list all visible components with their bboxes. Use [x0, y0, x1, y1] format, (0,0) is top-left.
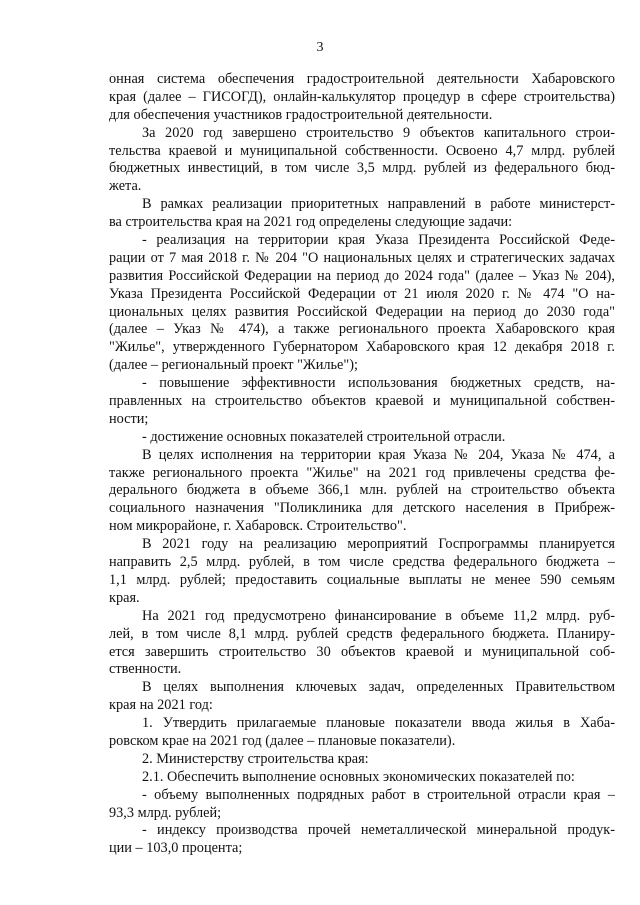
- text-line: лей, в том числе 8,1 млрд. рублей средств федерального бюджета. Планиру-: [109, 625, 615, 642]
- text-line: края на 2021 год:: [109, 697, 213, 714]
- text-line: В целях выполнения ключевых задач, определенных Правительством: [142, 679, 615, 696]
- text-line: 93,3 млрд. рублей;: [109, 804, 222, 821]
- text-line: ственности.: [109, 661, 182, 678]
- text-line: жета.: [109, 178, 142, 195]
- text-line: края (далее – ГИСОГД), онлайн-калькулятор процедур в сфере строительства): [109, 88, 615, 105]
- text-line: социального назначения "Поликлиника для детского населения в Прибреж-: [109, 500, 615, 517]
- text-line: В рамках реализации приоритетных направлений в работе министерст-: [142, 196, 615, 213]
- text-line: рации от 7 мая 2018 г. № 204 "О национальных целях и стратегических задачах: [109, 249, 615, 266]
- text-line: 1. Утвердить прилагаемые плановые показатели ввода жилья в Хаба-: [142, 715, 615, 732]
- text-line: - индексу производства прочей неметаллической минеральной продук-: [142, 822, 615, 839]
- text-line: ном микрорайоне, г. Хабаровск. Строительство".: [109, 518, 407, 535]
- text-line: В 2021 году на реализацию мероприятий Госпрограммы планируется: [142, 536, 615, 553]
- text-line: ется завершить строительство 30 объектов краевой и муниципальной соб-: [109, 643, 615, 660]
- text-line: - достижение основных показателей строительной отрасли.: [142, 428, 506, 445]
- text-line: также регионального проекта "Жилье" на 2021 год привлечены средства фе-: [109, 464, 615, 481]
- text-line: На 2021 год предусмотрено финансирование в объеме 11,2 млрд. руб-: [142, 607, 615, 624]
- text-line: В целях исполнения на территории края Указа № 204, Указа № 474, а: [142, 446, 615, 463]
- text-line: правленных на строительство объектов краевой и муниципальной собствен-: [109, 393, 615, 410]
- text-line: - повышение эффективности использования бюджетных средств, на-: [142, 375, 615, 392]
- text-line: ровском крае на 2021 год (далее – плановые показатели).: [109, 732, 456, 749]
- text-line: 1,1 млрд. рублей; предоставить социальные выплаты не менее 590 семьям: [109, 571, 615, 588]
- text-line: (далее – Указ № 474), а также регионального проекта Хабаровского края: [109, 321, 615, 338]
- text-line: направить 2,5 млрд. рублей, в том числе средства федерального бюджета –: [109, 554, 615, 571]
- text-line: "Жилье", утвержденного Губернатором Хабаровского края 12 декабря 2018 г.: [109, 339, 615, 356]
- text-line: ва строительства края на 2021 год определены следующие задачи:: [109, 214, 513, 231]
- text-line: - объему выполненных подрядных работ в строительной отрасли края –: [142, 786, 615, 803]
- document-body: [109, 71, 615, 858]
- text-line: 2.1. Обеспечить выполнение основных экономических показателей по:: [142, 768, 575, 785]
- text-line: циональных целях развития Российской Федерации на период до 2030 года": [109, 303, 615, 320]
- text-line: для обеспечения участников градостроительной деятельности.: [109, 106, 493, 123]
- text-line: За 2020 год завершено строительство 9 объектов капитального строи-: [142, 124, 615, 141]
- text-line: Указа Президента Российской Федерации от 21 июля 2020 г. № 474 "О на-: [109, 285, 615, 302]
- text-line: (далее – региональный проект "Жилье");: [109, 357, 358, 374]
- text-line: бюджетных инвестиций, в том числе 3,5 млрд. рублей из федерального бюд-: [109, 160, 615, 177]
- text-line: тельства краевой и муниципальной собственности. Освоено 4,7 млрд. рублей: [109, 142, 615, 159]
- text-line: 2. Министерству строительства края:: [142, 750, 369, 767]
- text-line: ции – 103,0 процента;: [109, 840, 243, 857]
- text-line: дерального бюджета в объеме 366,1 млн. рублей на строительство объекта: [109, 482, 615, 499]
- page-number: 3: [316, 40, 324, 55]
- text-line: развития Российской Федерации на период до 2024 года" (далее – Указ № 204),: [109, 267, 615, 284]
- text-line: - реализация на территории края Указа Президента Российской Феде-: [142, 232, 615, 249]
- text-line: ности;: [109, 410, 149, 427]
- text-line: онная система обеспечения градостроительной деятельности Хабаровского: [109, 71, 615, 87]
- text-line: края.: [109, 589, 140, 606]
